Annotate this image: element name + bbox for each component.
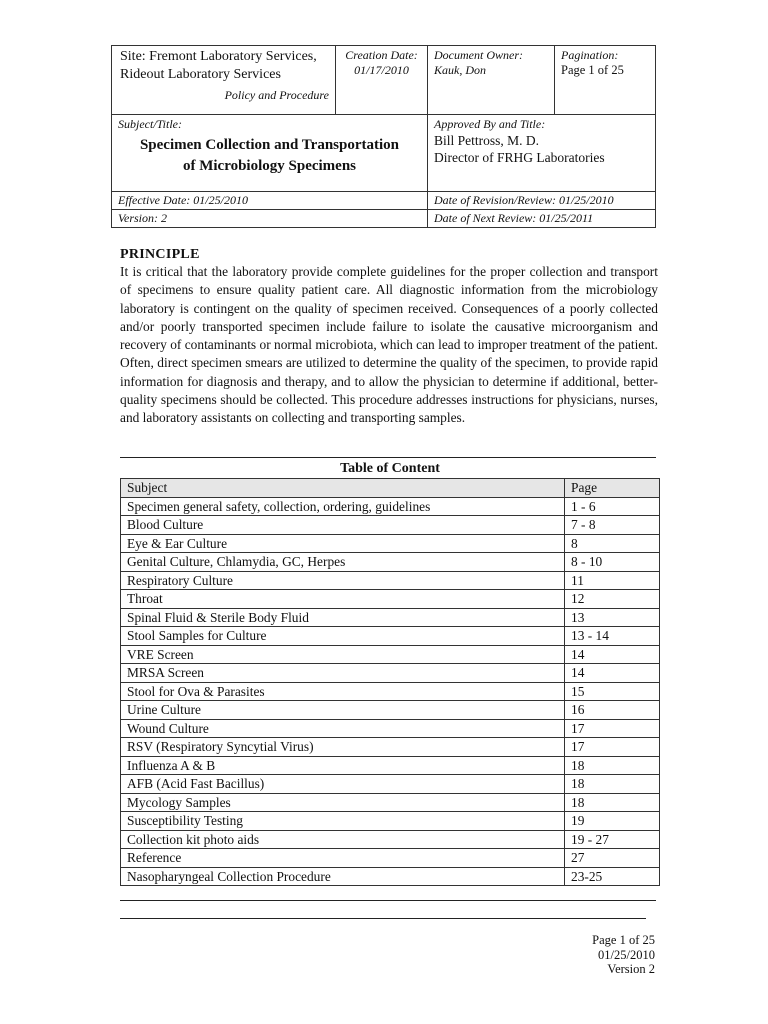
toc-row [121,793,660,812]
toc-subject: Influenza A & B [121,756,565,775]
toc-row [121,756,660,775]
toc-row [121,849,660,868]
toc-row [121,867,660,886]
toc-subject: Susceptibility Testing [121,812,565,831]
toc-row [121,719,660,738]
next-review-date: Date of Next Review: 01/25/2011 [428,210,656,228]
toc-table [120,478,660,886]
toc-subject: Respiratory Culture [121,571,565,590]
version: Version: 2 [112,210,428,228]
toc-subject: Urine Culture [121,701,565,720]
toc-subject: VRE Screen [121,645,565,664]
toc-page: 17 [565,719,660,738]
toc-subject: Mycology Samples [121,793,565,812]
toc-page: 16 [565,701,660,720]
toc-subject: Stool for Ova & Parasites [121,682,565,701]
toc-subject: Specimen general safety, collection, ordering, guidelines [121,497,565,516]
toc-row [121,775,660,794]
toc-subject: Genital Culture, Chlamydia, GC, Herpes [121,553,565,572]
creation-date-cell [336,46,428,115]
toc-subject: MRSA Screen [121,664,565,683]
toc-subject: RSV (Respiratory Syncytial Virus) [121,738,565,757]
document-owner-cell [428,46,555,115]
subject-label: Subject/Title: [118,117,182,131]
toc-row [121,830,660,849]
toc-subject: AFB (Acid Fast Bacillus) [121,775,565,794]
toc-row [121,701,660,720]
toc-page: 7 - 8 [565,516,660,535]
toc-header-row [121,479,660,498]
toc-title: Table of Content [340,461,440,476]
approved-label: Approved By and Title: [434,117,546,131]
toc-subject: Wound Culture [121,719,565,738]
toc-header-page: Page [565,479,660,498]
toc-page: 14 [565,645,660,664]
toc-page: 8 [565,534,660,553]
approved-title: Director of FRHG Laboratories [434,150,605,165]
divider-line [120,918,646,919]
toc-row [121,590,660,609]
toc-subject: Blood Culture [121,516,565,535]
footer-version: Version 2 [607,962,655,976]
toc-page: 13 [565,608,660,627]
toc-page: 14 [565,664,660,683]
toc-page: 17 [565,738,660,757]
toc-page: 19 [565,812,660,831]
pagination-cell [555,46,656,115]
toc-header-subject: Subject [121,479,565,498]
toc-row [121,627,660,646]
page-footer [592,933,655,977]
footer-date: 01/25/2010 [598,947,655,962]
toc-row [121,516,660,535]
toc-subject: Reference [121,849,565,868]
header-box [111,45,656,228]
toc-page: 27 [565,849,660,868]
toc-subject: Eye & Ear Culture [121,534,565,553]
principle-text: It is critical that the laboratory provide complete guidelines for the proper collection and transport of specimens to ensure quality patient care. All diagnostic information from the microbiology laboratory is contingent on the quality of specimen received. Consequences of a poorly collected and/or poorly transported specimen include failure to isolate the causative microorganism and recovery of contaminants or normal microbiota, which can lead to improper treatment of the patient. Often, direct specimen smears are utilized to determine the quality of the specimen, to provide rapid information for diagnosis and therapy, and to allow the physician to determine if additional, better-quality specimens should be collected. This procedure addresses instructions for physicians, nurses, and laboratory assistants on collecting and transporting samples. [120,264,658,426]
site-name: Site: Fremont Laboratory Services, Rideout Laboratory Services [120,49,317,82]
site-cell [112,46,336,115]
policy-label: Policy and Procedure [224,88,329,102]
toc-page: 23-25 [565,867,660,886]
pagination-label: Pagination: [561,48,619,62]
creation-date: 01/17/2010 [354,63,409,77]
toc-page: 1 - 6 [565,497,660,516]
approved-cell [428,115,656,192]
toc-page: 11 [565,571,660,590]
toc-page: 15 [565,682,660,701]
toc-row [121,608,660,627]
toc-row [121,664,660,683]
toc-subject: Nasopharyngeal Collection Procedure [121,867,565,886]
toc-subject: Collection kit photo aids [121,830,565,849]
pagination: Page 1 of 25 [561,63,624,77]
toc-page: 13 - 14 [565,627,660,646]
toc-row [121,571,660,590]
toc-row [121,812,660,831]
toc-page: 18 [565,793,660,812]
toc-row [121,738,660,757]
divider-line [120,457,656,458]
subject-cell [112,115,428,192]
toc-subject: Spinal Fluid & Sterile Body Fluid [121,608,565,627]
toc-row [121,497,660,516]
toc-page: 12 [565,590,660,609]
revision-date: Date of Revision/Review: 01/25/2010 [428,192,656,210]
divider-line [120,900,656,901]
toc-subject: Stool Samples for Culture [121,627,565,646]
effective-date: Effective Date: 01/25/2010 [112,192,428,210]
toc-row [121,553,660,572]
subject-title: Specimen Collection and Transportation of Microbiology Specimens [139,137,400,174]
toc-page: 18 [565,775,660,794]
principle-heading: PRINCIPLE [120,247,200,262]
footer-page: Page 1 of 25 [592,933,655,947]
toc-row [121,645,660,664]
toc-subject: Throat [121,590,565,609]
toc-page: 19 - 27 [565,830,660,849]
document-owner: Kauk, Don [434,63,486,77]
approved-name: Bill Pettross, M. D. [434,133,540,148]
document-owner-label: Document Owner: [434,48,523,62]
creation-date-label: Creation Date: [345,48,418,62]
toc-row [121,682,660,701]
toc-page: 18 [565,756,660,775]
toc-row [121,534,660,553]
toc-page: 8 - 10 [565,553,660,572]
